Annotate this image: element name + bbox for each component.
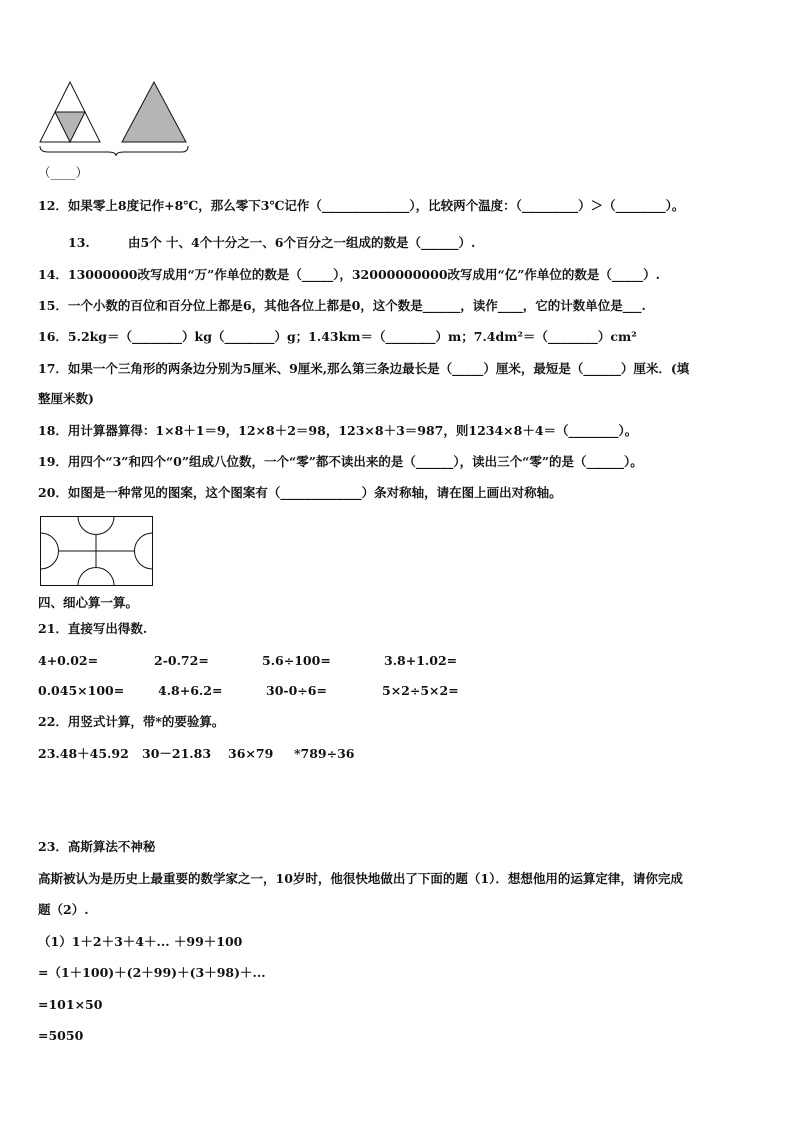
question-23-step1: （1）1＋2＋3＋4＋... ＋99＋100 xyxy=(38,934,243,949)
q22-item: 30－21.83 xyxy=(142,746,212,761)
question-18: 18．用计算器算得：1×8＋1＝9，12×8＋2＝98，123×8＋3＝987，则1234×8＋4＝（________）。 xyxy=(38,423,638,438)
q21-item: 5×2÷5×2= xyxy=(382,683,459,698)
question-13-number: 13. xyxy=(68,235,90,250)
section-4-title: 四、细心算一算。 xyxy=(38,595,139,610)
question-20: 20．如图是一种常见的图案，这个图案有（_____________）条对称轴，请在图上画出对称轴。 xyxy=(38,485,562,500)
q21-item: 30-0÷6= xyxy=(266,683,327,698)
question-12: 12．如果零上8度记作+8℃，那么零下3℃记作（______________），比较两个温度：（_________）＞（________）。 xyxy=(38,198,685,213)
q22-item: 23.48＋45.92 xyxy=(38,746,129,761)
question-17-line1: 17．如果一个三角形的两条边分别为5厘米、9厘米,那么第三条边最长是（_____）厘米，最短是（______）厘米．(填 xyxy=(38,361,690,376)
symmetry-pattern-figure xyxy=(40,516,153,586)
question-23-para2: 题（2）. xyxy=(38,902,89,917)
question-23-step2: =（1＋100)＋(2＋99)＋(3＋98)＋... xyxy=(38,965,266,980)
question-23-step3: =101×50 xyxy=(38,997,103,1012)
question-13: 由5个 十、4个十分之一、6个百分之一组成的数是（______）. xyxy=(128,235,476,250)
q21-item: 3.8+1.02= xyxy=(384,653,458,668)
q21-item: 4+0.02= xyxy=(38,653,99,668)
question-23-title: 23．高斯算法不神秘 xyxy=(38,839,156,854)
question-17-line2: 整厘米数) xyxy=(38,391,94,406)
question-14: 14．13000000改写成用“万”作单位的数是（_____），32000000000改写成用“亿”作单位的数是（_____）. xyxy=(38,267,661,282)
question-15: 15．一个小数的百位和百分位上都是6，其他各位上都是0，这个数是______，读作____，它的计数单位是___. xyxy=(38,298,646,313)
q21-item: 4.8+6.2= xyxy=(158,683,223,698)
question-23-step4: =5050 xyxy=(38,1028,84,1043)
question-21-title: 21．直接写出得数. xyxy=(38,621,148,636)
q21-item: 5.6÷100= xyxy=(262,653,331,668)
brace xyxy=(40,146,188,156)
question-23-para1: 高斯被认为是历史上最重要的数学家之一，10岁时，他很快地做出了下面的题（1）．想想他用的运算定律，请你完成 xyxy=(38,871,683,886)
question-22-title: 22．用竖式计算，带*的要验算。 xyxy=(38,714,225,729)
q21-item: 2-0.72= xyxy=(154,653,209,668)
q22-item: *789÷36 xyxy=(294,746,355,761)
shaded-triangle xyxy=(122,82,186,142)
figure-caption: （____） xyxy=(38,165,89,180)
question-19: 19．用四个“3”和四个“0”组成八位数，一个“零”都不读出来的是（______），读出三个“零”的是（______）。 xyxy=(38,454,643,469)
q21-item: 0.045×100= xyxy=(38,683,125,698)
q22-item: 36×79 xyxy=(228,746,274,761)
question-16: 16．5.2kg＝（________）kg（________）g；1.43km＝（________）m；7.4dm²＝（________）cm² xyxy=(38,329,637,344)
triangle-figures xyxy=(38,82,198,162)
